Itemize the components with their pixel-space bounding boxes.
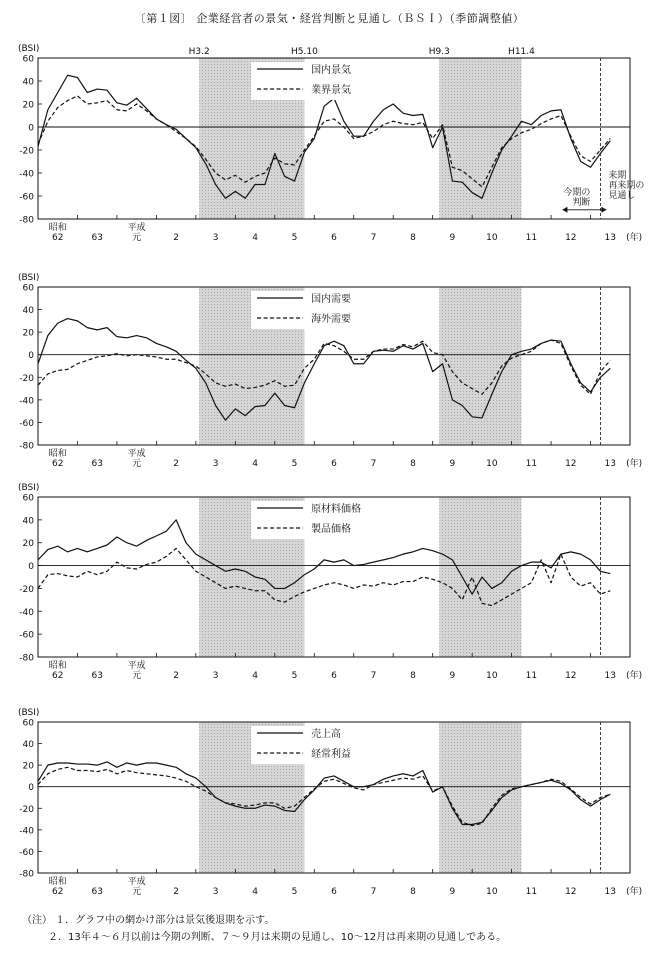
x-tick-label: 7 xyxy=(370,887,377,897)
x-tick-label: 2 xyxy=(173,671,180,681)
y-tick-label: 20 xyxy=(22,328,34,339)
x-unit-label: (年) xyxy=(626,459,643,469)
x-tick-label: 5 xyxy=(291,671,298,681)
series-line-2 xyxy=(38,767,610,825)
y-tick-label: -60 xyxy=(19,418,34,429)
y-unit-label: (BSI) xyxy=(18,44,40,54)
x-tick-label: 10 xyxy=(486,233,498,243)
x-tick-label: 平成元 xyxy=(127,877,146,897)
x-tick-label: 4 xyxy=(252,459,258,469)
x-tick-label: 6 xyxy=(331,671,337,681)
y-tick-label: -60 xyxy=(19,847,34,858)
y-tick-label: -80 xyxy=(19,869,34,880)
legend-label: 経常利益 xyxy=(311,749,352,760)
x-tick-label: 平成元 xyxy=(127,449,146,469)
x-tick-label: 昭和 62 xyxy=(48,877,67,897)
x-tick-label: 63 xyxy=(91,233,103,243)
x-tick-label: 3 xyxy=(212,887,219,897)
x-unit-label: (年) xyxy=(626,887,643,897)
y-tick-label: 60 xyxy=(22,54,34,65)
y-tick-label: -20 xyxy=(19,146,34,157)
x-tick-label: 昭和 62 xyxy=(48,223,67,243)
x-tick-label: 13 xyxy=(604,233,616,243)
x-tick-label: 13 xyxy=(604,459,616,469)
legend-label: 売上高 xyxy=(311,729,342,740)
y-tick-label: 40 xyxy=(22,306,34,317)
y-tick-label: -40 xyxy=(19,169,34,180)
x-tick-label: 7 xyxy=(370,459,377,469)
x-tick-label: 13 xyxy=(604,887,616,897)
x-tick-label: 10 xyxy=(486,459,498,469)
y-tick-label: 20 xyxy=(22,539,34,550)
x-tick-label: 6 xyxy=(331,233,337,243)
x-tick-label: 4 xyxy=(252,671,258,681)
y-tick-label: -60 xyxy=(19,630,34,641)
x-tick-label: 5 xyxy=(291,459,298,469)
x-tick-label: 9 xyxy=(449,887,456,897)
y-tick-label: -40 xyxy=(19,607,34,618)
x-tick-label: 4 xyxy=(252,887,258,897)
y-tick-label: -80 xyxy=(19,653,34,664)
x-tick-label: 2 xyxy=(173,887,180,897)
x-tick-label: 6 xyxy=(331,887,337,897)
x-tick-label: 12 xyxy=(565,233,577,243)
x-tick-label: 7 xyxy=(370,233,377,243)
recession-shade-2 xyxy=(439,722,521,873)
chart-panel-2 xyxy=(18,273,642,469)
y-tick-label: 0 xyxy=(28,351,34,362)
x-tick-label: 12 xyxy=(565,459,577,469)
legend-label: 製品価格 xyxy=(311,524,352,535)
legend-label: 国内需要 xyxy=(311,294,352,305)
x-tick-label: 2 xyxy=(173,459,180,469)
x-unit-label: (年) xyxy=(626,671,643,681)
x-tick-label: 11 xyxy=(525,671,538,681)
x-tick-label: 昭和 62 xyxy=(48,661,67,681)
y-tick-label: 20 xyxy=(22,100,34,111)
legend-label: 業界景気 xyxy=(311,85,352,96)
y-tick-label: -80 xyxy=(19,215,34,226)
recession-label: H9.3 xyxy=(428,47,450,57)
y-tick-label: 0 xyxy=(28,562,34,573)
y-tick-label: -60 xyxy=(19,192,34,203)
y-tick-label: 40 xyxy=(22,740,34,751)
annotation-outlook: 来期再来期の見通し xyxy=(608,170,645,201)
x-tick-label: 9 xyxy=(449,233,456,243)
x-tick-label: 2 xyxy=(173,233,180,243)
x-tick-label: 12 xyxy=(565,671,577,681)
y-tick-label: 40 xyxy=(22,77,34,88)
annotation-current: 今期の判断 xyxy=(563,188,591,208)
chart-panel-3 xyxy=(18,483,642,681)
x-tick-label: 10 xyxy=(486,671,498,681)
x-tick-label: 9 xyxy=(449,671,456,681)
series-line-1 xyxy=(38,319,610,421)
y-tick-label: 60 xyxy=(22,718,34,729)
series-line-2 xyxy=(38,96,610,187)
figure-title: 〔第１図〕 企業経営者の景気・経営判断と見通し（ＢＳＩ）（季節調整値） xyxy=(134,12,525,25)
x-tick-label: 9 xyxy=(449,459,456,469)
y-tick-label: -20 xyxy=(19,804,34,815)
recession-shade-2 xyxy=(439,287,521,445)
y-tick-label: 60 xyxy=(22,283,34,294)
note-2: ２．13年４～６月以前は今期の判断、７～９月は来期の見通し、10～12月は再来期の見通しである。 xyxy=(48,932,507,943)
x-tick-label: 11 xyxy=(525,233,538,243)
x-tick-label: 8 xyxy=(410,671,416,681)
y-tick-label: 20 xyxy=(22,761,34,772)
y-tick-label: -20 xyxy=(19,584,34,595)
x-tick-label: 63 xyxy=(91,671,103,681)
x-tick-label: 63 xyxy=(91,459,103,469)
annotation-arrowhead-left xyxy=(562,207,567,213)
chart-panel-1 xyxy=(18,44,644,243)
y-tick-label: 0 xyxy=(28,783,34,794)
x-tick-label: 昭和 62 xyxy=(48,449,67,469)
legend-label: 原材料価格 xyxy=(311,504,362,515)
x-unit-label: (年) xyxy=(626,233,643,243)
x-tick-label: 平成元 xyxy=(127,223,146,243)
legend-label: 国内景気 xyxy=(311,65,352,76)
recession-label: H11.4 xyxy=(508,47,535,57)
y-tick-label: 40 xyxy=(22,516,34,527)
x-tick-label: 8 xyxy=(410,459,416,469)
x-tick-label: 4 xyxy=(252,233,258,243)
x-tick-label: 3 xyxy=(212,459,219,469)
note-1: （注） １．グラフ中の網かけ部分は景気後退期を示す。 xyxy=(22,915,275,926)
recession-label: H5.10 xyxy=(290,47,318,57)
y-tick-label: 0 xyxy=(28,123,34,134)
legend-label: 海外需要 xyxy=(311,314,352,325)
recession-shade-2 xyxy=(439,58,521,219)
annotation-arrowhead-right xyxy=(601,207,606,213)
chart-panel-4 xyxy=(18,708,642,897)
y-tick-label: -20 xyxy=(19,373,34,384)
y-tick-label: 60 xyxy=(22,493,34,504)
y-tick-label: -40 xyxy=(19,826,34,837)
x-tick-label: 平成元 xyxy=(127,661,146,681)
x-tick-label: 7 xyxy=(370,671,377,681)
y-tick-label: -80 xyxy=(19,441,34,452)
x-tick-label: 11 xyxy=(525,459,538,469)
x-tick-label: 12 xyxy=(565,887,577,897)
series-line-2 xyxy=(38,340,610,394)
x-tick-label: 8 xyxy=(410,887,416,897)
x-tick-label: 10 xyxy=(486,887,498,897)
x-tick-label: 13 xyxy=(604,671,616,681)
x-tick-label: 5 xyxy=(291,233,298,243)
x-tick-label: 8 xyxy=(410,233,416,243)
x-tick-label: 3 xyxy=(212,233,219,243)
recession-shade-2 xyxy=(439,497,521,657)
y-unit-label: (BSI) xyxy=(18,708,40,718)
x-tick-label: 3 xyxy=(212,671,219,681)
y-tick-label: -40 xyxy=(19,396,34,407)
x-tick-label: 11 xyxy=(525,887,538,897)
recession-label: H3.2 xyxy=(188,47,210,57)
y-unit-label: (BSI) xyxy=(18,273,40,283)
series-line-2 xyxy=(38,548,610,605)
x-tick-label: 6 xyxy=(331,459,337,469)
figure-notes xyxy=(22,912,506,946)
x-tick-label: 5 xyxy=(291,887,298,897)
x-tick-label: 63 xyxy=(91,887,103,897)
y-unit-label: (BSI) xyxy=(18,483,40,493)
